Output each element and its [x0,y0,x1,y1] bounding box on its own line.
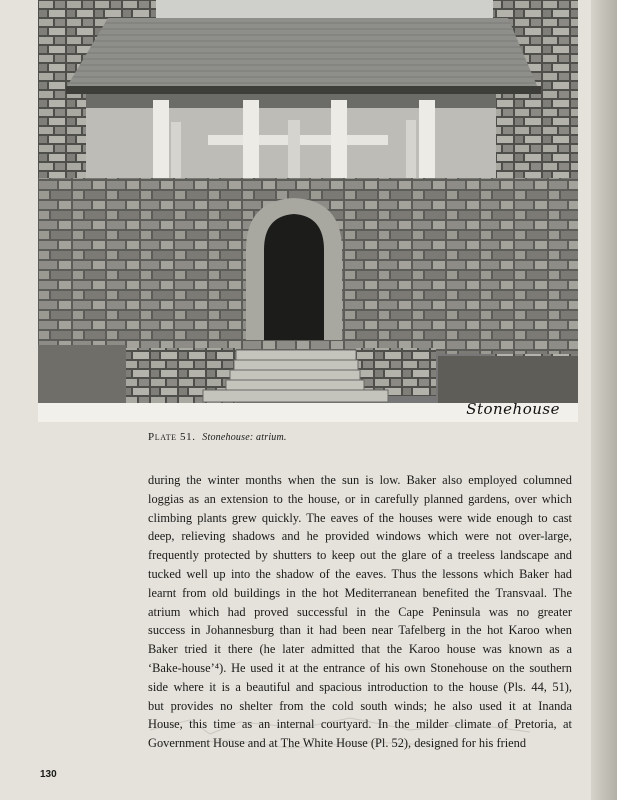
body-line: loggias as an extension to the house, or in carefully planned gardens, over which [148,491,572,506]
body-line: side where it is a beautiful and spacious introduction to the house (Pls. 44, 51), [148,679,572,694]
photographer-signature: Stonehouse [466,400,560,418]
body-line: deep, relieving shadows and he provided windows which were not over-large, [148,529,572,544]
body-line: success in Johannesburg than it had been near Tafelberg in the hot Karoo when [148,623,572,638]
body-line: ‘Bake-house’⁴). He used it at the entrance of his own Stonehouse on the southern [148,660,572,675]
body-line: Baker tried it there (he later admitted that the Karoo house was known as a [148,642,572,657]
body-line: climbing plants grew quickly. The eaves of the houses were wide enough to cast [148,510,572,525]
body-line: but provides no shelter from the cold south winds; he also used it at Inanda [148,698,572,713]
pencil-smudge [150,700,550,760]
plate-caption [148,431,287,443]
body-line: House, this time as an internal courtyard. In the milder climate of Pretoria, at [148,717,572,732]
body-line: learnt from old buildings in the hot Mediterranean benefited the Transvaal. The [148,585,572,600]
page-number: 130 [40,769,57,780]
body-line: Government House and at The White House (Pl. 52), designed for his friend [148,736,527,751]
body-line: atrium which had proved successful in the Cape Peninsula was no greater [148,604,572,619]
book-binding-shadow [591,0,617,800]
body-line: tucked well up into the shadow of the eaves. Thus the lessons which Baker had [148,566,572,581]
body-line: during the winter months when the sun is low. Baker also employed columned [148,473,572,487]
stonehouse-atrium-photo [38,0,578,422]
plate-photograph [38,0,578,422]
plate-title: Stonehouse: atrium. [202,432,287,443]
body-line: frequently protected by shutters to keep out the glare of a treeless landscape and [148,548,572,563]
plate-number: Plate 51. [148,431,196,443]
